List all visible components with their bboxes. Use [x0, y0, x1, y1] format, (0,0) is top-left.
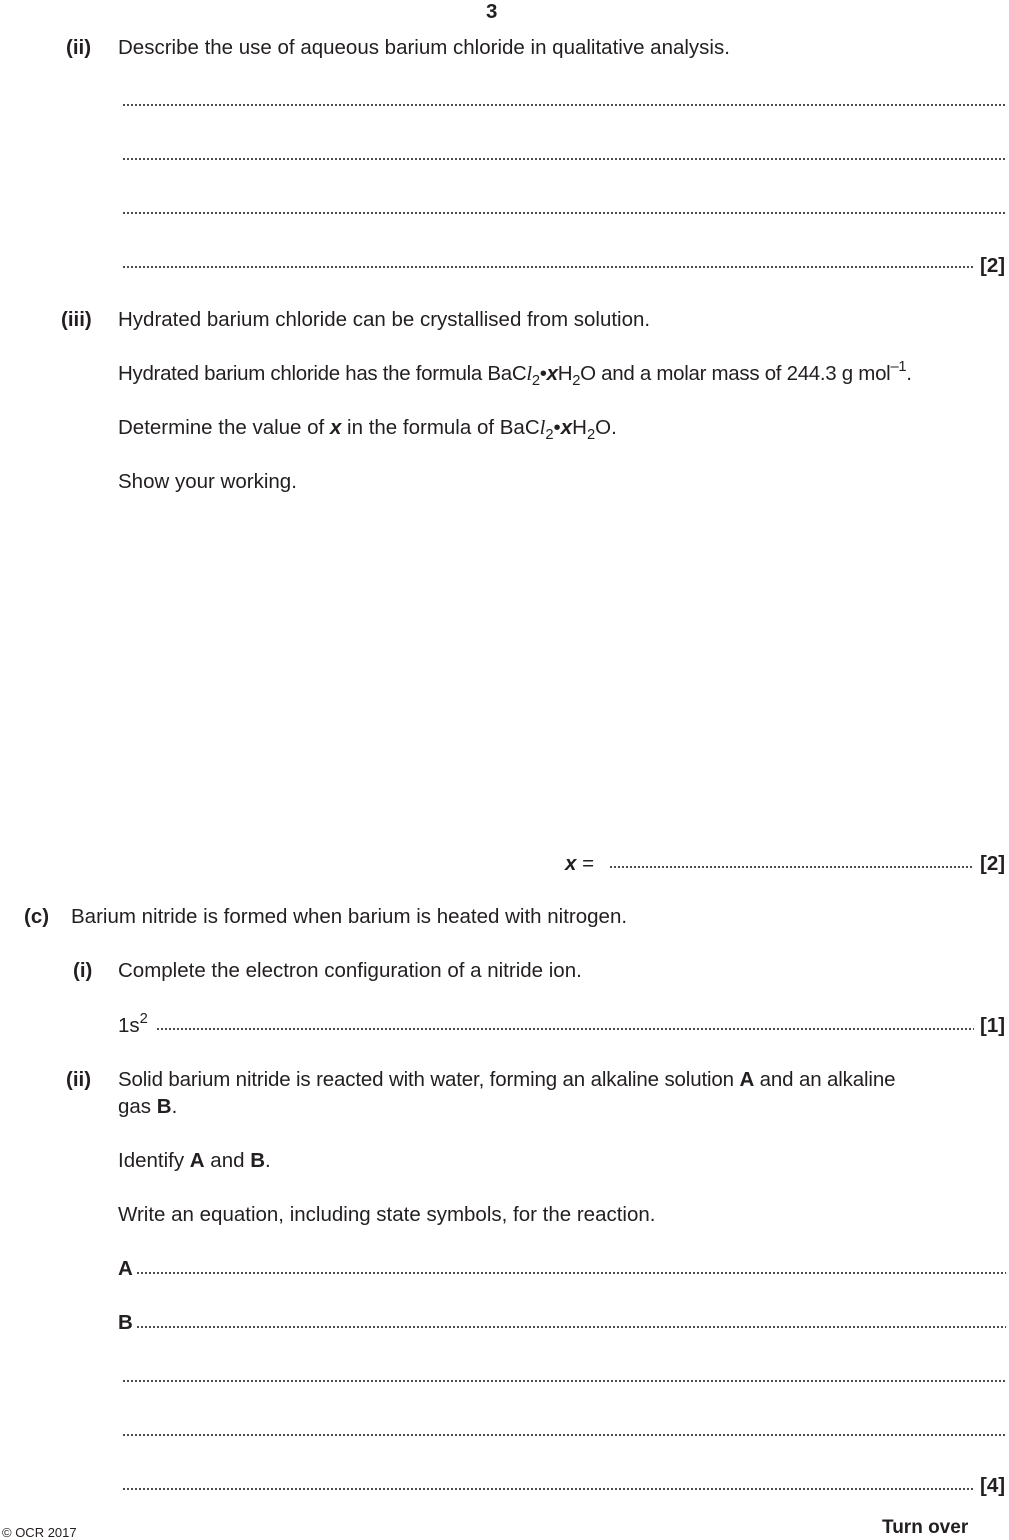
question-text-b-ii: Describe the use of aqueous barium chloride in qualitative analysis.	[118, 36, 730, 59]
answer-x-label: x =	[565, 852, 595, 875]
question-label-c: (c)	[24, 905, 50, 928]
question-label-b-ii: (ii)	[66, 36, 92, 59]
answer-line[interactable]	[122, 1434, 1006, 1436]
marks-allocation: [1]	[980, 1014, 1006, 1037]
answer-b-line[interactable]	[136, 1326, 1006, 1328]
turn-over-label: Turn over	[882, 1517, 969, 1538]
formula-statement: Hydrated barium chloride has the formula $BaCl_2•xH_2O$ and a molar mass of 244.3 g mol$^{-1}$.	[118, 359, 912, 390]
answer-b-label: B	[118, 1311, 133, 1334]
answer-line[interactable]	[122, 212, 1006, 214]
question-label-c-i: (i)	[73, 959, 93, 982]
question-text-c-i: Complete the electron configuration of a nitride ion.	[118, 959, 582, 982]
working-space[interactable]	[118, 510, 1006, 830]
answer-line[interactable]	[122, 158, 1006, 160]
electron-configuration-start: $1s^2$	[118, 1011, 148, 1037]
copyright-notice: © OCR 2017	[2, 1525, 77, 1540]
question-text-c: Barium nitride is formed when barium is heated with nitrogen.	[71, 905, 628, 928]
question-text-c-ii-line1: Solid barium nitride is reacted with water, forming an alkaline solution A and an alkaline	[118, 1068, 896, 1091]
marks-allocation: [4]	[980, 1474, 1006, 1497]
marks-allocation: [2]	[980, 254, 1006, 277]
answer-line[interactable]	[122, 266, 974, 268]
determine-instruction: Determine the value of x in the formula of $BaCl_2•xH_2O$.	[118, 416, 617, 444]
answer-a-label: A	[118, 1257, 133, 1280]
answer-line[interactable]	[122, 1488, 974, 1490]
identify-instruction: Identify A and B.	[118, 1149, 271, 1172]
answer-line[interactable]	[156, 1028, 974, 1030]
working-instruction: Show your working.	[118, 470, 297, 493]
question-text-b-iii-intro: Hydrated barium chloride can be crystallised from solution.	[118, 308, 651, 331]
answer-a-line[interactable]	[136, 1272, 1006, 1274]
equation-instruction: Write an equation, including state symbols, for the reaction.	[118, 1203, 656, 1226]
page-number: 3	[486, 0, 498, 23]
answer-x-line[interactable]	[609, 866, 974, 868]
marks-allocation: [2]	[980, 852, 1006, 875]
question-text-c-ii-line2: gas B.	[118, 1095, 178, 1118]
answer-line[interactable]	[122, 1380, 1006, 1382]
question-label-b-iii: (iii)	[61, 308, 92, 331]
question-label-c-ii: (ii)	[66, 1068, 92, 1091]
answer-line[interactable]	[122, 104, 1006, 106]
